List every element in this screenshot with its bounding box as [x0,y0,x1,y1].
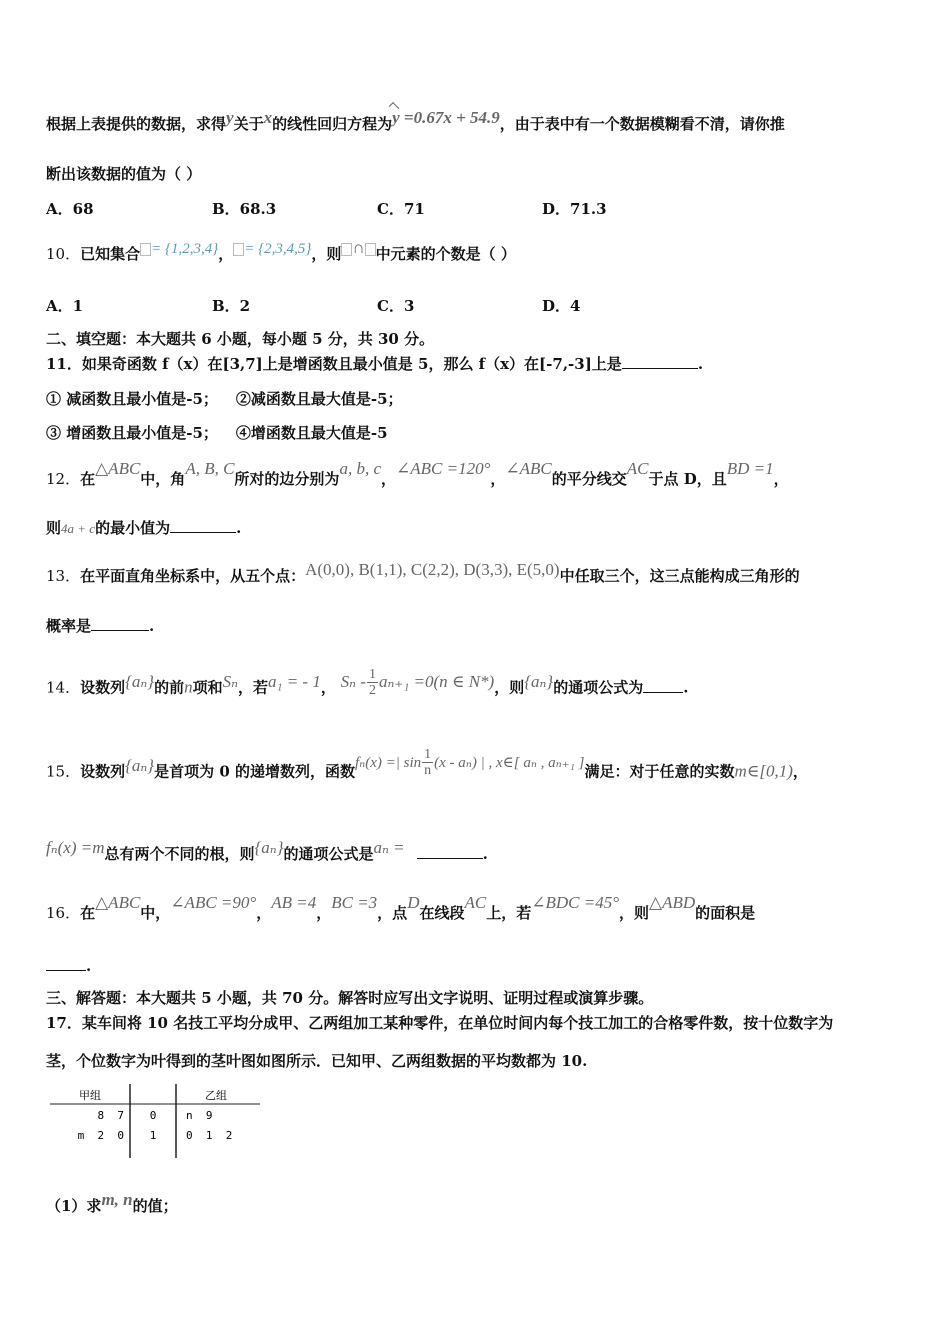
q16-line2: . [46,955,910,977]
row1-right-leaves: n 9 [186,1109,213,1122]
q15-line1: 15．设数列{aₙ}是首项为 0 的递增数列，函数fₙ(x) =| sin $\frac{1}{n}$ (x - aₙ) | , x∈[ aₙ , aₙ₊₁ ]满足：对于任意的实数m∈[0,1)， [46,747,808,781]
set-b-ref [365,243,376,256]
q10-option-a: A．1 [46,297,84,315]
q13-line2: 概率是 . [46,617,155,635]
q12-answer-blank [170,518,236,533]
q11-choices-row1: ① 减函数且最小值是-5； ②减函数且最大值是-5； [46,390,403,408]
q11-choices-row2: ③ 增函数且最小值是-5； ④增函数且最大值是-5 [46,424,388,442]
q10-option-c: C．3 [377,297,415,315]
q10-option-b: B．2 [212,297,251,315]
q13-answer-blank [91,616,149,631]
q9-line2: 断出该数据的值为（ ） [46,165,202,183]
left-group-title: 甲组 [79,1089,101,1102]
q14-half-fraction: $\frac{1}{2}$ [368,667,376,698]
q14-line: 14．设数列{aₙ}的前n项和Sₙ，若a₁ = - 1， Sₙ - $\frac{1}{2}$ aₙ₊₁ =0(n ∈ N*)，则{aₙ}的通项公式为 . [46,667,689,698]
q9-option-d: D．71.3 [542,200,607,218]
q10-line: 10．已知集合 = {1,2,3,4}， = {2,3,4,5}，则 ∩ 中元素的个数是（ ） [46,238,516,263]
q9-option-c: C．71 [377,200,425,218]
set-b-placeholder [233,243,244,256]
q11-line: 11．如果奇函数 f（x）在[3,7]上是增函数且最小值是 5，那么 f（x）在[-7,-3]上是 . [46,355,704,373]
q15-line2: fₙ(x) =m总有两个不同的根，则{aₙ}的通项公式是aₙ = . [46,838,488,863]
q9-option-a: A．68 [46,200,94,218]
set-a-placeholder [140,243,151,256]
q11-answer-blank [622,354,698,369]
set-a-ref [341,243,352,256]
row2-stem: 1 [149,1129,157,1142]
section-2-heading: 二、填空题：本大题共 6 小题，每小题 5 分，共 30 分。 [46,330,435,348]
stem-leaf-diagram [50,1082,265,1162]
q9-option-b: B．68.3 [212,200,277,218]
row2-right-leaves: 0 1 2 [186,1129,233,1142]
q17-line2: 茎，个位数字为叶得到的茎叶图如图所示．已知甲、乙两组数据的平均数都为 10. [46,1052,588,1070]
q14-answer-blank [643,678,683,693]
q9-line1: 根据上表提供的数据，求得y关于x的线性回归方程为y =0.67x + 54.9，由于表中有一个数据模糊看不清，请你推 [46,108,785,133]
q16-answer-blank [46,956,86,971]
q17-line1: 17．某车间将 10 名技工平均分成甲、乙两组加工某种零件，在单位时间内每个技工加工的合格零件数，按十位数字为 [46,1014,834,1032]
q15-fraction: $\frac{1}{n}$ [424,747,432,778]
q15-answer-blank [417,844,483,859]
q12-line2: 则4a + c的最小值为 . [46,519,242,537]
row1-left-leaves: 8 7 [97,1109,124,1122]
q17-sub1: （1）求m, n的值； [46,1190,178,1215]
regression-equation: y =0.67x + 54.9 [392,108,500,127]
row1-stem: 0 [149,1109,157,1122]
right-group-title: 乙组 [205,1089,227,1102]
row2-left-leaves: m 2 0 [77,1129,124,1142]
q13-line1: 13．在平面直角坐标系中，从五个点：A(0,0), B(1,1), C(2,2), D(3,3), E(5,0)中任取三个，这三点能构成三角形的 [46,560,800,585]
q12-line1: 12．在△ABC中，角A, B, C所对的边分别为a, b, c，∠ABC =120°，∠ABC的平分线交AC于点 D，且BD =1， [46,459,789,488]
q16-line1: 16．在△ABC中，∠ABC =90°，AB =4，BC =3，点D在线段AC上，若∠BDC =45°，则△ABD的面积是 [46,893,756,922]
section-3-heading: 三、解答题：本大题共 5 小题，共 70 分。解答时应写出文字说明、证明过程或演算步骤。 [46,989,654,1007]
q10-option-d: D．4 [542,297,581,315]
